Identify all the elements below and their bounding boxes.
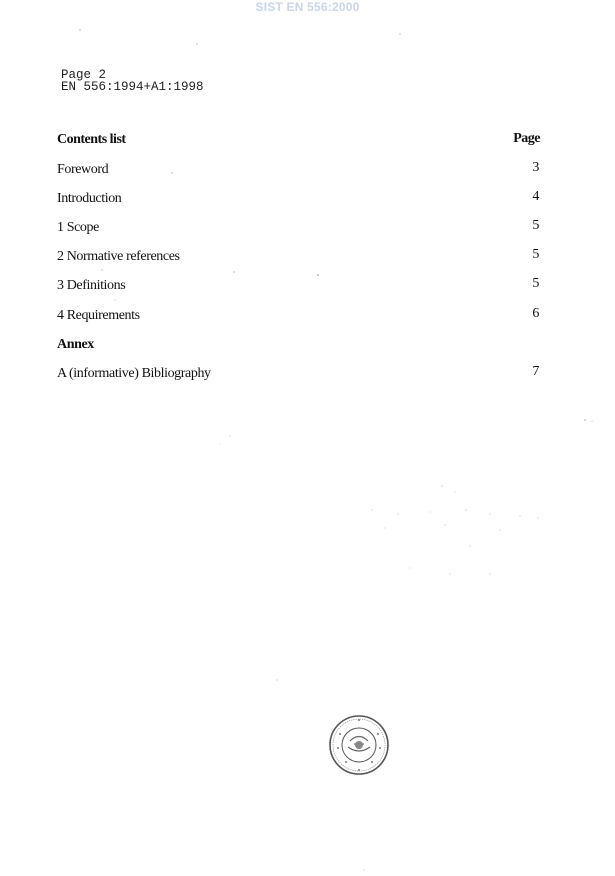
page-number-line: Page 2 [61,68,107,82]
toc-entry-foreword[interactable] [57,162,539,180]
toc-entry-definitions[interactable] [57,278,539,296]
contents-title: Contents list [57,132,126,147]
toc-entry-label: 4 Requirements [57,308,140,323]
page-header [61,69,204,93]
toc-entry-page: 5 [532,247,539,262]
annex-heading: Annex [57,337,94,352]
toc-entry-page: 7 [532,364,539,379]
page-column-heading: Page [513,131,540,146]
official-seal-stamp [328,714,390,776]
toc-entry-bibliography[interactable] [57,366,539,384]
watermark-text: SIST EN 556:2000 [255,0,360,14]
toc-entry-normative-references[interactable] [57,249,539,267]
standard-id-line: EN 556:1994+A1:1998 [61,80,204,94]
toc-entry-label: A (informative) Bibliography [57,366,211,381]
toc-entry-page: 6 [532,306,539,321]
toc-entry-label: Introduction [57,191,122,206]
toc-entry-page: 3 [532,160,539,175]
toc-entry-requirements[interactable] [57,308,539,326]
toc-entry-label: 1 Scope [57,220,99,235]
toc-entry-label: 2 Normative references [57,249,180,264]
toc-entry-label: 3 Definitions [57,278,126,293]
toc-entry-page: 5 [532,276,539,291]
toc-entry-page: 4 [532,189,539,204]
toc-entry-page: 5 [532,218,539,233]
toc-entry-introduction[interactable] [57,191,539,209]
toc-entry-label: Foreword [57,162,109,177]
toc-entry-scope[interactable] [57,220,539,238]
